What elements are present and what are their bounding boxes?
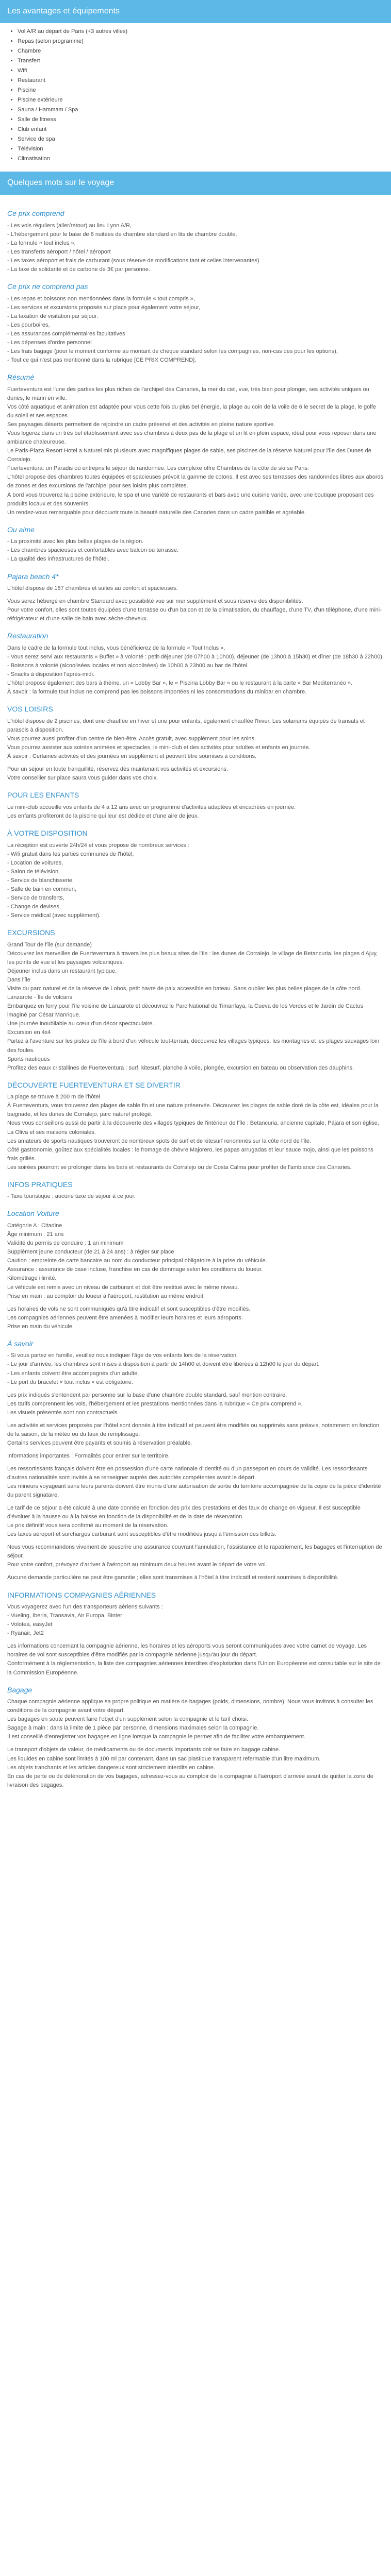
section-heading: Ou aime xyxy=(7,525,35,534)
section-line: - L'hébergement pour le base de 6 nuitées de chambre standard en lits de chambre double, xyxy=(7,231,237,238)
section-line: Dans l'île xyxy=(7,977,30,984)
section-line: Déjeuner inclus dans un restaurant typique. xyxy=(7,968,117,975)
section-line: Les prix indiqués s'entendent par personne sur la base d'une chambre double standard, sauf mention contraire. xyxy=(7,1392,287,1398)
section-heading: INFORMATIONS COMPAGNIES AÉRIENNES xyxy=(7,1590,156,1599)
section-line: - Boissons à volonté (alcoolisées locales et non alcoolisées) de 10h00 à 23h00 au bar de l'hôtel. xyxy=(7,663,249,669)
section-line: - Les chambres spacieuses et confortables avec balcon ou terrasse. xyxy=(7,547,179,554)
section-line: - Service de transferts, xyxy=(7,895,64,902)
section-line: Vous serez hébergé en chambre Standard avec possibilité vue sur mer supplément et sous réserve des disponibilités. xyxy=(7,598,303,605)
section-line: Prise en main du véhicule. xyxy=(7,1323,74,1330)
section-line: Catégorie A : Citadine xyxy=(7,1223,62,1229)
section-heading: Ce prix comprend xyxy=(7,209,64,218)
section-line: - Ryanair, Jet2 xyxy=(7,1630,44,1637)
section-heading: Résumé xyxy=(7,373,35,382)
section-heading: DÉCOUVERTE FUERTEVENTURA ET SE DIVERTIR xyxy=(7,1080,181,1089)
section-line: Les mineurs voyageant sans leurs parents doivent être munis d'une autorisation de sortie du territoire accompagnée de la copie de la pièce d'identité du parent signataire. xyxy=(7,1483,381,1499)
section-line: Votre conseiller sur place saura vous guider dans vos choix. xyxy=(7,775,158,782)
feature-item: • Climatisation xyxy=(18,155,391,163)
section-line: Conformément à la réglementation, la liste des compagnies aériennes interdites d'exploitation dans l'Union Européenne est consultable sur le site de la Commission Européenne. xyxy=(7,1660,381,1676)
section-heading: À VOTRE DISPOSITION xyxy=(7,829,88,838)
section-heading: INFOS PRATIQUES xyxy=(7,1180,73,1189)
section-heading: Restauration xyxy=(7,632,48,640)
questions-header: Quelques mots sur le voyage xyxy=(0,172,391,195)
section-line: - Change de devises, xyxy=(7,904,61,910)
feature-item: • Salle de fitness xyxy=(18,115,391,124)
section-line: À savoir : Certaines activités et des journées en supplément et peuvent être soumises à conditions. xyxy=(7,753,257,760)
section-line: - Les services et excursions proposés sur place pour également votre séjour, xyxy=(7,304,201,311)
section-line: - Salon de télévision, xyxy=(7,868,60,875)
section-line: - Les assurances complémentaires facultatives xyxy=(7,331,125,337)
section-line: - Volotea, easyJet xyxy=(7,1621,53,1628)
section-heading: Bagage xyxy=(7,1685,32,1694)
section-line: Informations importantes : Formalités pour entrer sur le territoire. xyxy=(7,1452,170,1459)
section-line: Validité du permis de conduire : 1 an minimum xyxy=(7,1240,124,1247)
section-line: À savoir : la formule tout inclus ne comprend pas les boissons importées ni les consommations du minibar en chambre. xyxy=(7,689,307,696)
section-line: Visite du parc naturel et de la réserve de Lobos, petit havre de paix accessible en bateau. Sans oublier les plus belles plages de la côte nord. xyxy=(7,986,362,992)
section-line: Vous logerez dans un très bel établissement avec ses chambres à deux pas de la plage et un lit en plein espace, idéal pour vous reposer dans une ambiance chaleureuse. xyxy=(7,430,377,446)
section-line: La plage se trouve à 200 m de l'hôtel. xyxy=(7,1094,102,1100)
section-line: Embarquez en ferry pour l'île voisine de Lanzarote et découvrez le Parc National de Timanfaya, la Cueva de los Verdes et le Jardin de Cactus imaginé par César Manrique. xyxy=(7,1003,363,1019)
section-line: Kilométrage illimité. xyxy=(7,1275,57,1282)
section-line: Nous vous conseillons aussi de partir à la découverte des villages typiques de l'intérieur de l'île : Betancuria, ancienne capitale, Pájara et son église, La Oliva et ses maisons coloniales. xyxy=(7,1120,379,1136)
section-heading: POUR LES ENFANTS xyxy=(7,791,79,800)
section-line: Pour votre confort, prévoyez d'arriver à l'aéroport au minimum deux heures avant le départ de votre vol. xyxy=(7,1562,267,1568)
section-heading: Ce prix ne comprend pas xyxy=(7,282,88,291)
section-line: Un rendez-vous remarquable pour découvrir toute la beauté naturelle des Canaries dans un cadre paisible et agréable. xyxy=(7,509,306,516)
section-line: Prise en main : au comptoir du loueur à l'aéroport, restitution au même endroit. xyxy=(7,1293,205,1299)
feature-item: • Club enfant xyxy=(18,125,391,134)
section-line: - La qualité des infrastructures de l'hôtel. xyxy=(7,556,109,563)
section-line: - Vous serez servi aux restaurants « Buffet » à volonté : petit-déjeuner (de 07h00 à 10h00), déjeuner (de 13h00 à 15h30) et dîner (de 18h30 à 22h00). xyxy=(7,654,384,660)
section-line: Grand Tour de l'île (sur demande) xyxy=(7,941,92,948)
feature-item: • Vol A/R au départ de Paris (+3 autres villes) xyxy=(18,27,391,36)
section-line: Vous pourrez assister aux soirées animées et spectacles, le mini-club et des activités pour adultes et enfants en journée. xyxy=(7,744,311,751)
section-line: Bagage à main : dans la limite de 1 pièce par personne, dimensions maximales selon la compagnie. xyxy=(7,1725,259,1732)
section-line: Les informations concernant la compagnie aérienne, les horaires et les aéroports vous seront communiquées avec votre carnet de voyage. Les horaires de vol sont susceptibles d'être modifiés par la compagnie aérienne jusqu'au jour du départ. xyxy=(7,1643,367,1658)
section-line: Chaque compagnie aérienne applique sa propre politique en matière de bagages (poids, dimensions, nombre). Nous vous invitons à consulter les conditions de la compagnie avant votre départ. xyxy=(7,1699,373,1714)
feature-item: • Piscine extérieure xyxy=(18,96,391,105)
section-line: Le Paris-Plaza Resort Hotel a Naturel mis plusieurs avec magnifiques plages de sable, ses piscines de la réserve Naturel pour l'île des Dunes de Corralejo. xyxy=(7,448,371,463)
feature-item: • Repas (selon programme) xyxy=(18,37,391,46)
section-line: Les liquides en cabine sont limités à 100 ml par contenant, dans un sac plastique transparent refermable d'un litre maximum. xyxy=(7,1755,321,1762)
section-line: Aucune demande particulière ne peut être garantie ; elles sont transmises à l'hôtel à titre indicatif et restent soumises à disponibilité. xyxy=(7,1574,339,1581)
section-line: Les taxes aéroport et surcharges carburant sont susceptibles d'être modifiées jusqu'à l'émission des billets. xyxy=(7,1531,276,1538)
section-line: - Les enfants doivent être accompagnés d'un adulte. xyxy=(7,1370,139,1377)
feature-item: • Piscine xyxy=(18,86,391,95)
section-line: - Les pourboires, xyxy=(7,322,50,329)
section-line: Les amateurs de sports nautiques trouveront de nombreux spots de surf et de kitesurf renommés sur la côte nord de l'île. xyxy=(7,1138,312,1144)
section-line: Certains services peuvent être payants et soumis à réservation préalable. xyxy=(7,1439,192,1446)
section-line: Les activités et services proposés par l'hôtel sont donnés à titre indicatif et peuvent être modifiés ou supprimés sans préavis, notamment en fonction de la saison, de la météo ou du taux de remplissage. xyxy=(7,1422,380,1437)
section-line: Pour votre confort, elles sont toutes équipées d'une terrasse ou d'un balcon et de la climatisation, du chauffage, d'une TV, d'un téléphone, d'une mini-réfrigérateur et d'une salle de bain avec sèche-cheveux. xyxy=(7,607,382,622)
section-line: Les objets tranchants et les articles dangereux sont strictement interdits en cabine. xyxy=(7,1764,215,1771)
section-line: Les compagnies aériennes peuvent être amenées à modifier leurs horaires et leurs aéroports. xyxy=(7,1314,243,1321)
features-list xyxy=(0,27,391,164)
section-line: Lanzarote - Île de volcans xyxy=(7,994,72,1001)
section-line: Caution : empreinte de carte bancaire au nom du conducteur principal obligatoire à la prise du véhicule. xyxy=(7,1258,267,1264)
section-line: Le transport d'objets de valeur, de médicaments ou de documents importants doit se faire en bagage cabine. xyxy=(7,1747,281,1753)
section-line: Les horaires de vols ne sont communiqués qu'à titre indicatif et sont susceptibles d'être modifiés. xyxy=(7,1306,251,1312)
section-line: Supplément jeune conducteur (de 21 à 24 ans) : à régler sur place xyxy=(7,1249,174,1256)
section-line: Excursion en 4x4 xyxy=(7,1029,51,1036)
section-line: - Les vols réguliers (aller/retour) au lieu Lyon A/R, xyxy=(7,222,132,229)
section-line: - Le jour d'arrivée, les chambres sont mises à disposition à partir de 14h00 et doivent être libérées à 12h00 le jour du départ. xyxy=(7,1361,320,1368)
section-line: Ses paysages déserts permettent de rejoindre un cadre préservé et des activités en pleine nature sportive. xyxy=(7,421,275,428)
features-header: Les avantages et équipements xyxy=(0,0,391,23)
section-line: Les tarifs comprennent les vols, l'hébergement et les prestations mentionnées dans la rubrique « Ce prix comprend ». xyxy=(7,1400,303,1407)
section-line: Nous vous recommandons vivement de souscrire une assurance couvrant l'annulation, l'assistance et le rapatriement, les bagages et l'interruption de séjour. xyxy=(7,1544,382,1560)
section-line: - Location de voitures, xyxy=(7,859,63,866)
section-line: - Le port du bracelet « tout inclus » est obligatoire. xyxy=(7,1379,133,1385)
questions-content xyxy=(0,199,391,1789)
section-line: - Les dépenses d'ordre personnel xyxy=(7,340,92,346)
feature-item: • Service de spa xyxy=(18,135,391,144)
section-line: Assurance : assurance de base incluse, franchise en cas de dommage selon les conditions du loueur. xyxy=(7,1266,263,1273)
section-heading: Location Voiture xyxy=(7,1209,59,1218)
section-line: Âge minimum : 21 ans xyxy=(7,1231,64,1238)
section-line: Vous pourrez aussi profiter d'un centre de bien-être. Accès gratuit, avec supplément pour les soins. xyxy=(7,736,256,742)
section-line: Les bagages en soute peuvent faire l'objet d'un supplément selon la compagnie et le tarif choisi. xyxy=(7,1716,249,1723)
section-line: L'hôtel dispose de 187 chambres et suites au confort et spacieuses. xyxy=(7,585,178,592)
section-line: - Vueling, Iberia, Transavia, Air Europa, Binter xyxy=(7,1613,122,1619)
section-line: - Les taxes aéroport et frais de carburant (sous réserve de modifications tant et celles intervenantes) xyxy=(7,258,259,264)
section-line: Dans le cadre de la formule tout inclus, vous bénéficierez de la formule « Tout Inclus ». xyxy=(7,645,225,652)
section-line: Les soirées pourront se prolonger dans les bars et restaurants de Corralejo ou de Costa Calma pour profiter de l'ambiance des Canaries. xyxy=(7,1164,352,1171)
section-line: - Les transferts aéroport / hôtel / aéroport xyxy=(7,249,111,256)
section-heading: VOS LOISIRS xyxy=(7,705,53,714)
section-line: Il est conseillé d'enregistrer vos bagages en ligne lorsque la compagnie le permet afin de faciliter votre embarquement. xyxy=(7,1734,306,1740)
feature-item: • Chambre xyxy=(18,47,391,56)
section-line: Découvrez les merveilles de Fuerteventura à travers les plus beaux sites de l'île : les dunes de Corralejo, le village de Betancuria, les plages d'Ajuy, les points de vue et les paysages volcaniques. xyxy=(7,950,378,966)
section-line: Partez à l'aventure sur les pistes de l'île à bord d'un véhicule tout-terrain, découvrez les villages typiques, les montagnes et les plages sauvages loin des foules. xyxy=(7,1038,380,1054)
section-line: Une journée inoubliable au cœur d'un décor spectaculaire. xyxy=(7,1021,154,1027)
section-line: Fuerteventura est l'une des parties les plus riches de l'archipel des Canaries, la mer du ciel, vue, très bien pour plonger, ses activités uniques ou dunes, le marin en ville. xyxy=(7,386,369,402)
section-line: - Les repas et boissons non mentionnées dans la formule « tout compris », xyxy=(7,295,195,302)
section-line: L'hôtel dispose de 2 piscines, dont une chauffée en hiver et une pour enfants, également chauffée l'hiver. Les solariums équipés de transats et parasols à disposition. xyxy=(7,718,365,734)
section-line: À Fuerteventura, vous trouverez des plages de sable fin et une nature préservée. Découvrez les plages de sable doré de la côte est, idéales pour la baignade, et les dunes de Corralejo, parc naturel protégé. xyxy=(7,1103,379,1118)
section-line: L'hôtel propose également des bars à thème, un « Lobby Bar », le « Piscina Lobby Bar » ou le restaurant à la carte « Bar Mediterranéo ». xyxy=(7,680,353,687)
section-heading: Pajara beach 4* xyxy=(7,572,59,581)
section-line: Côté gastronomie, goûtez aux spécialités locales : le fromage de chèvre Majorero, les papas arrugadas et leur sauce mojo, ainsi que les poissons frais grillés. xyxy=(7,1146,373,1162)
section-heading: À savoir xyxy=(7,1339,34,1348)
section-line: Les ressortissants français doivent être en possession d'une carte nationale d'identité ou d'un passeport en cours de validité. Les ressortissants d'autres nationalités sont invités à se renseigner auprès des autorités compétentes avant le départ. xyxy=(7,1465,368,1481)
section-line: - Si vous partez en famille, veuillez nous indiquer l'âge de vos enfants lors de la réservation. xyxy=(7,1352,238,1359)
section-line: L'hôtel propose des chambres toutes équipées et spacieuses prévoit la gamme de cotons. Il est avec ses terrasses des randonnées libres aux abords de zones et des excursions de l'archipel pour ses loisirs plus complètes. xyxy=(7,474,384,489)
section-line: - Service de blanchisserie, xyxy=(7,877,74,884)
section-line: Les enfants profiteront de la piscine qui leur est dédiée et d'une aire de jeux. xyxy=(7,813,199,820)
feature-item: • Wifi xyxy=(18,66,391,75)
section-line: La réception est ouverte 24h/24 et vous propose de nombreux services : xyxy=(7,842,189,849)
section-line: Fuerteventura: un Paradis où entrepris le séjour de randonnée. Les complexe offre Chambres de la côte de ski se Paris. xyxy=(7,465,309,472)
section-line: Le tarif de ce séjour a été calculé à une date donnée en fonction des prix des prestations et des taux de change en vigueur. Il est susceptible d'évoluer à la hausse ou à la baisse en fonction de la disponibilité et de la date de réservation. xyxy=(7,1505,361,1520)
section-line: - Tout ce qui n'est pas mentionné dans la rubrique [CE PRIX COMPREND]. xyxy=(7,357,197,364)
section-line: - Les frais bagage (pour le moment conforme au montant de chèque standard selon les compagnies, non-cas des pour les options), xyxy=(7,348,338,355)
section-line: - Taxe touristique : aucune taxe de séjour à ce jour. xyxy=(7,1193,136,1200)
section-line: - Salle de bain en commun, xyxy=(7,886,76,893)
section-line: Sports nautiques xyxy=(7,1056,50,1062)
feature-item: • Sauna / Hammam / Spa xyxy=(18,106,391,114)
section-line: - Snacks à disposition l'après-midi. xyxy=(7,671,95,678)
feature-item: • Télévision xyxy=(18,145,391,154)
section-line: Le prix définitif vous sera confirmé au moment de la réservation. xyxy=(7,1522,169,1529)
feature-item: • Restaurant xyxy=(18,76,391,85)
section-line: Les visuels présentés sont non contractuels. xyxy=(7,1409,119,1416)
section-line: - Service médical (avec supplément). xyxy=(7,912,101,919)
section-line: Le véhicule est remis avec un niveau de carburant et doit être restitué avec le même niveau. xyxy=(7,1284,239,1291)
section-line: - Wifi gratuit dans les parties communes de l'hôtel, xyxy=(7,851,134,857)
section-line: - La taxation de visitation par séjour. xyxy=(7,313,99,319)
section-line: En cas de perte ou de détérioration de vos bagages, adressez-vous au comptoir de la compagnie à l'aéroport d'arrivée avant de quitter la zone de livraison des bagages. xyxy=(7,1773,373,1788)
section-line: Vos côté aquatique et animation est adaptée pour vous cette fois du plus bel énergie, la plage au coin de la voile de 6 le secret de la plage, le golfe du soleil et ses espaces. xyxy=(7,404,376,419)
section-heading: EXCURSIONS xyxy=(7,928,55,937)
section-line: - La taxe de solidarité et de carbone de 3€ par personne. xyxy=(7,266,151,273)
section-line: Vous voyagerez avec l'un des transporteurs aériens suivants : xyxy=(7,1604,163,1611)
section-line: Le mini-club accueille vos enfants de 4 à 12 ans avec un programme d'activités adaptées et encadrées en journée. xyxy=(7,804,296,811)
section-line: Profitez des eaux cristallines de Fuerteventura : surf, kitesurf, planche à voile, plongée, excursion en bateau ou observation des dauphins. xyxy=(7,1064,354,1071)
section-line: - La formule « tout inclus », xyxy=(7,240,76,247)
section-line: Pour un séjour en toute tranquillité, réservez dès maintenant vos activités et excursions. xyxy=(7,766,229,773)
section-line: À bord vous trouverez la piscine extérieure, le spa et une variété de restaurants et bars avec une cuisine variée, avec une boutique proposant des produits locaux et des souvenirs. xyxy=(7,492,374,507)
section-line: - La proximité avec les plus belles plages de la région. xyxy=(7,538,144,545)
feature-item: • Transfert xyxy=(18,57,391,65)
